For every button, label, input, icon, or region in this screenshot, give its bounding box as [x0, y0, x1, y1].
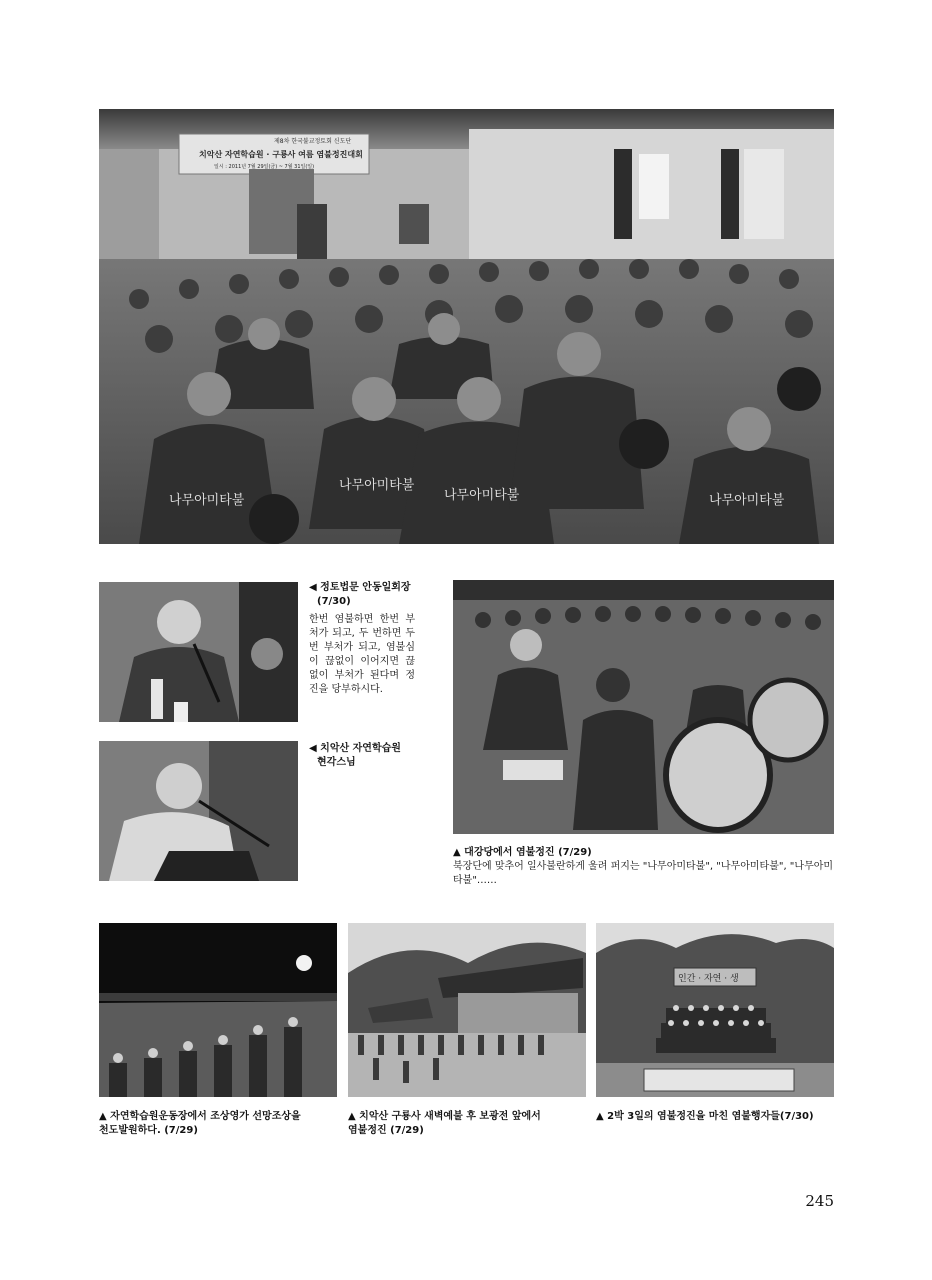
sign-text: 인간 · 자연 · 생	[678, 974, 739, 984]
bottom1-caption-line1: ▲ 자연학습원운동장에서 조상영가 선망조상을	[99, 1111, 301, 1122]
speaker2-caption-name: 현각스님	[317, 757, 356, 768]
speaker1-caption-body: 한번 염불하면 한번 부처가 되고, 두 번하면 두 번 부처가 되고, 염불심이 끊없이 이어지면 끊없이 부처가 된다며 정진을 당부하시다.	[309, 614, 415, 695]
drum-photo	[453, 580, 834, 834]
vest-text: 나무아미타불	[339, 478, 415, 493]
bottom3-caption	[596, 1110, 836, 1124]
drum-caption-body: 북장단에 맞추어 일사불란하게 울려 퍼지는 "나무아미타불", "나무아미타불", "나무아미타불"……	[453, 861, 834, 886]
speaker1-caption	[309, 581, 415, 697]
speaker2-photo	[99, 741, 298, 881]
speaker1-caption-title: ◀ 정토법문 안동일회장	[309, 582, 411, 593]
night-field-photo	[99, 923, 337, 1097]
speaker1-caption-date: (7/30)	[317, 596, 351, 607]
bottom1-caption	[99, 1110, 339, 1138]
group-photo	[596, 923, 834, 1097]
vest-text: 나무아미타불	[709, 493, 785, 508]
speaker2-caption	[309, 742, 419, 770]
page-number: 245	[805, 1192, 834, 1210]
speaker1-photo	[99, 582, 298, 722]
bottom1-caption-line2: 천도발원하다. (7/29)	[99, 1125, 198, 1136]
speaker2-caption-title: ◀ 치악산 자연학습원	[309, 743, 401, 754]
banner-line3: 일시 : 2011년 7월 29일(금) ~ 7월 31일(일)	[214, 164, 315, 170]
bottom2-caption	[348, 1110, 588, 1138]
temple-photo	[348, 923, 586, 1097]
bottom3-caption-line1: ▲ 2박 3일의 염불정진을 마친 염불행자들(7/30)	[596, 1111, 814, 1122]
drum-caption-title: ▲ 대강당에서 염불정진 (7/29)	[453, 847, 592, 858]
drum-caption	[453, 846, 834, 888]
banner-line2: 치악산 자연학습원 · 구룡사 여름 염불정진대회	[199, 150, 363, 159]
main-hall-photo	[99, 109, 834, 544]
vest-text: 나무아미타불	[444, 488, 520, 503]
bottom2-caption-line2: 염불정진 (7/29)	[348, 1125, 424, 1136]
banner-line1: 제8차 한국불교정토회 신도단	[274, 138, 352, 145]
bottom2-caption-line1: ▲ 치악산 구룡사 새벽예불 후 보광전 앞에서	[348, 1111, 541, 1122]
vest-text: 나무아미타불	[169, 493, 245, 508]
